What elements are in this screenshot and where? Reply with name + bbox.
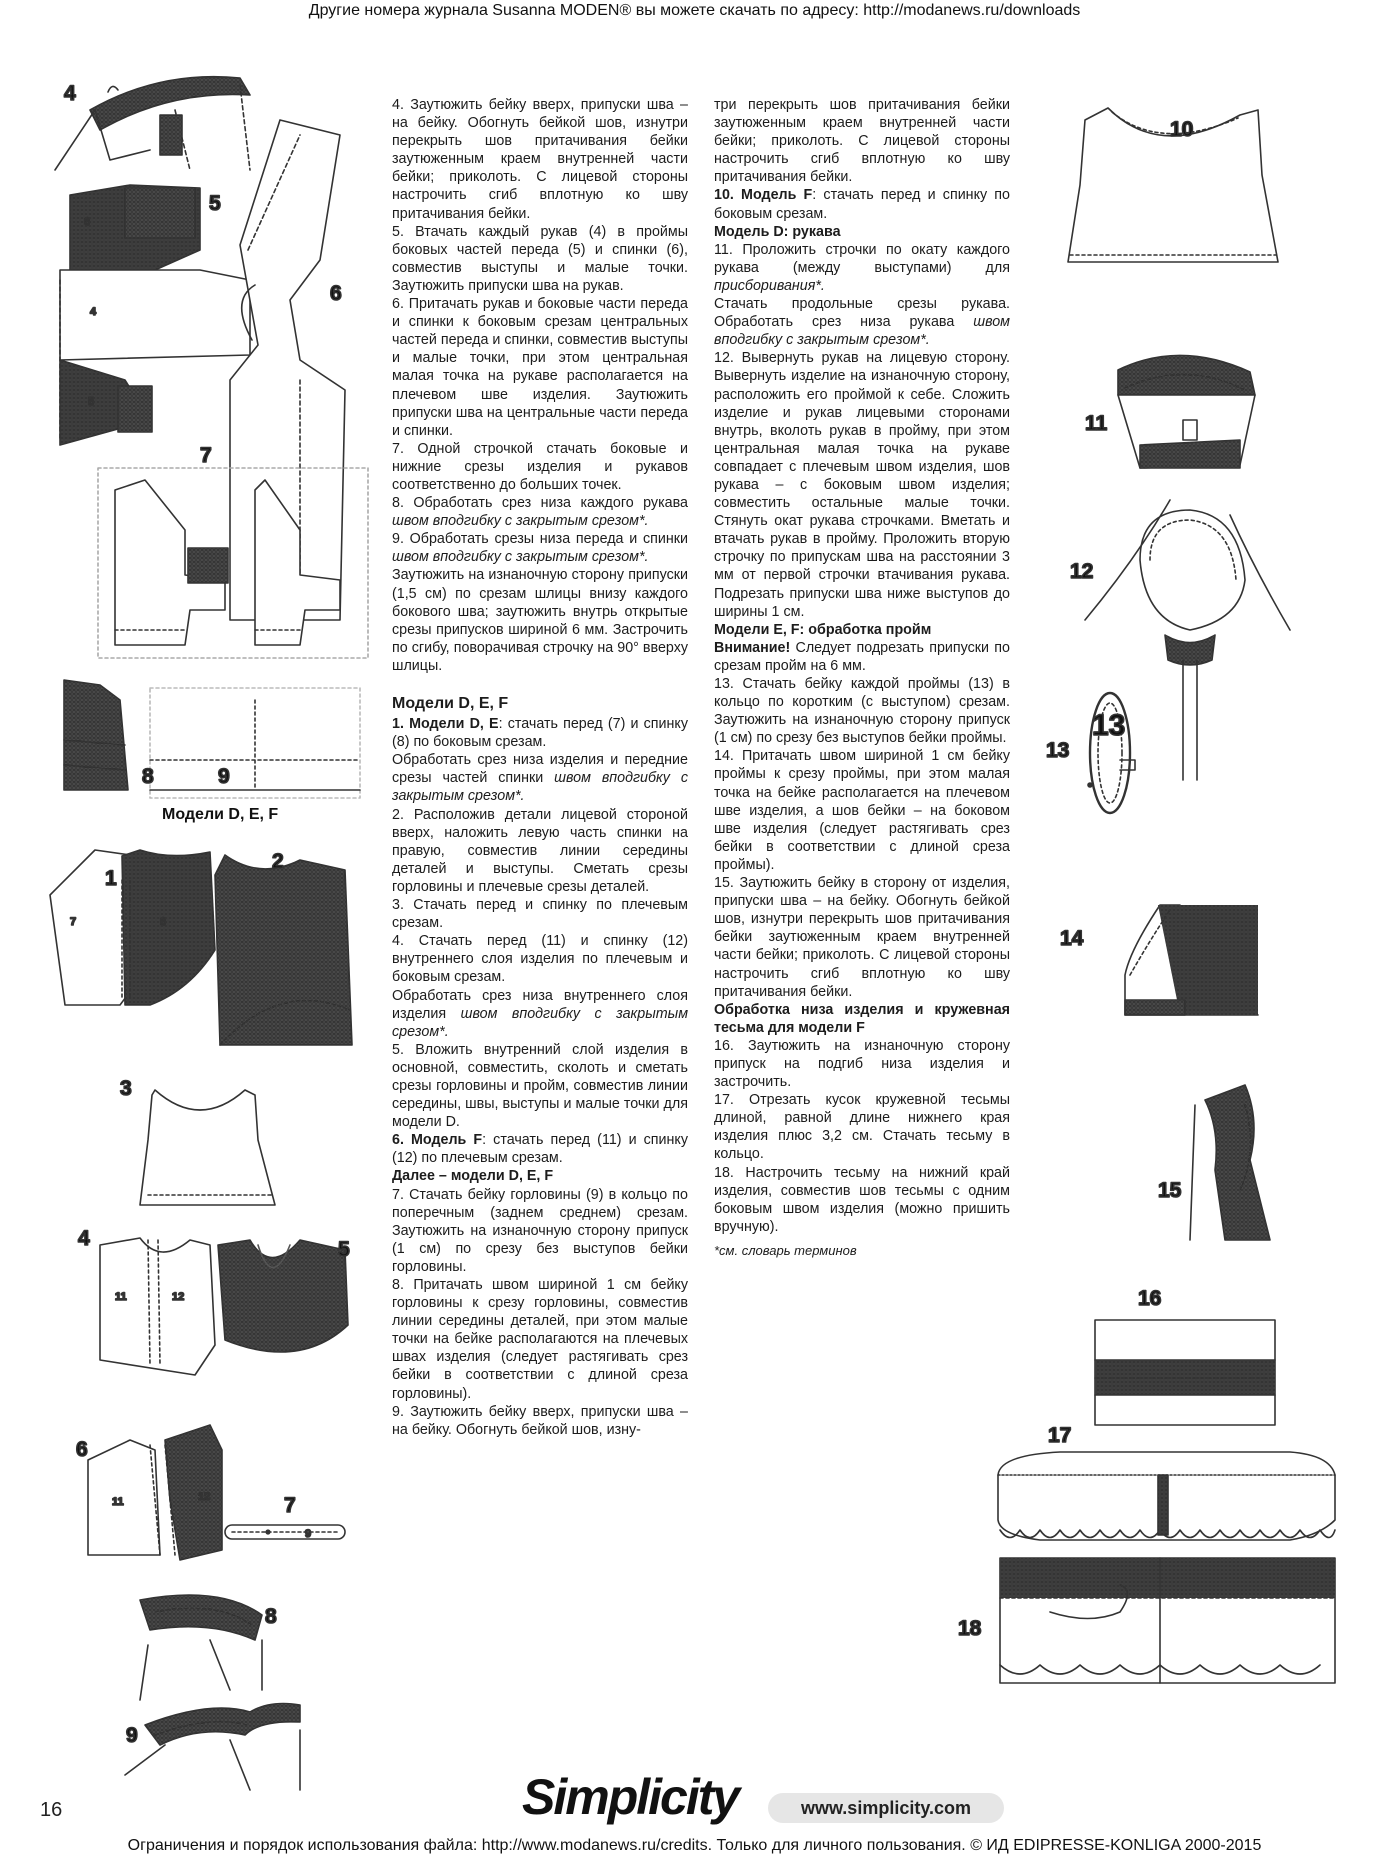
paragraph (392, 494, 688, 530)
term: швом вподгибку с закрытым срезом*. (392, 513, 649, 530)
figure-15-binding-fold (1190, 1085, 1270, 1240)
figure-4-5-inner-insert (100, 1238, 348, 1375)
paragraph (714, 186, 1010, 222)
paragraph: 6. Притачать рукав и боковые части переда и спинки к боковым срезам центральных частей переда и спинки, совместив выступы и малые точки, при этом центральная малая точка на рукаве располагается на плечевом шве изделия. Заутюжить припуски шва на центральные части переда и спинки. (392, 296, 688, 439)
page-number: 16 (40, 1799, 63, 1821)
piece-label: 12 (198, 1491, 211, 1503)
section-heading: Модели E, F: обработка пройм (714, 621, 932, 638)
figure-label: 3 (120, 1077, 132, 1100)
figure-5-6-sleeve (60, 120, 345, 620)
figure-label: 9 (218, 765, 230, 788)
paragraph (714, 639, 1010, 675)
bottom-banner: Ограничения и порядок использования файла: http://www.modanews.ru/credits. Только для личного пользования. © ИД EDIPRESSE-KONLIGA 2000-2015 (127, 1837, 1262, 1854)
figure-3-inner-layer (140, 1090, 275, 1205)
piece-label: 12 (172, 1291, 185, 1303)
figure-label: 8 (142, 765, 154, 788)
section-heading: Далее – модели D, E, F (392, 1168, 554, 1185)
piece-label: 9 (305, 1528, 312, 1540)
section-heading: Модели D, E, F (392, 695, 509, 712)
paragraph: 4. Заутюжить бейку вверх, припуски шва – на бейку. Обогнуть бейкой шов, изнутри перекрыть шов притачивания бейки заутюженным краем внутренней части бейки; приколоть. С лицевой стороны настрочить сгиб вплотную ко шву притачивания бейки. (392, 97, 688, 222)
paragraph: 13. Стачать бейку каждой проймы (13) в кольцо по коротким (с выступом) срезам. Заутюжить на изнаночную сторону припуск (1 см) по срезу без выступов бейки проймы. (714, 676, 1010, 747)
paragraph (392, 751, 688, 805)
figure-label: 12 (1070, 560, 1094, 583)
piece-label: 7 (70, 916, 77, 928)
paragraph: 7. Стачать бейку горловины (9) в кольцо по поперечным (заднем среднем) срезам. Заутюжить на изнаночную сторону припуск (1 см) по срезу без выступов бейки горловины. (392, 1186, 688, 1275)
piece-label: 13 (1092, 709, 1126, 742)
figure-14-armhole-attach (1125, 905, 1258, 1015)
piece-label: 4 (90, 306, 97, 318)
figure-label: 6 (76, 1438, 88, 1461)
figure-11-sleeve (1118, 355, 1255, 468)
paragraph: 8. Притачать швом шириной 1 см бейку горловины к срезу горловины, совместив линии середины деталей, при этом малые точки на бейке располагаются на плечевых швах изделия (следует растягивать срез бейки в соответствии с длиной среза горловины). (392, 1277, 688, 1402)
figure-9-binding-finished (125, 1704, 300, 1790)
paragraph: три перекрыть шов притачивания бейки заутюженным краем внутренней части бейки; приколоть. С лицевой стороны настрочить сгиб вплотную ко шву притачивания бейки. (714, 97, 1010, 186)
figure-label: 10 (1170, 118, 1194, 141)
figure-label: 4 (78, 1227, 90, 1250)
paragraph: 9. Заутюжить бейку вверх, припуски шва – на бейку. Обогнуть бейкой шов, изну- (392, 1403, 688, 1438)
text: Обработать срез низа внутреннего слоя изделия (392, 987, 688, 1022)
paragraph (392, 987, 688, 1041)
paragraph: 12. Вывернуть рукав на лицевую сторону. Вывернуть изделие на изнаночную сторону, расположить его проймой к себе. Сложить изделие и рукав лицевыми сторонами внутрь, вколоть рукав в пройму, при этом центральная малая точка на рукаве совпадает с плечевым швом изделия, шов рукава – с боковым швом изделия; совместить остальные малые точки. Стянуть окат рукава строчками. Вметать и втачать рукав в пройму. Проложить вторую строчку по припускам шва на расстоянии 3 мм от первой строчки втачивания рукава. Подрезать припуски шва ниже выступов до ширины 1 см. (714, 350, 1010, 620)
paragraph: 18. Настрочить тесьму на нижний край изделия, совместив шов тесьмы с одним боковым швом изделия (можно пришить вручную). (714, 1164, 1010, 1235)
paragraph (392, 715, 688, 751)
text: : стачать перед (11) и спинку (12) по плечевым срезам. (392, 1132, 688, 1167)
text: 8. Обработать срез низа каждого рукава (392, 495, 688, 512)
figure-16-hem (1095, 1320, 1275, 1425)
paragraph: 16. Заутюжить на изнаночную сторону припуск на подгиб низа изделия и застрочить. (714, 1037, 1010, 1091)
paragraph: Заутюжить на изнаночную сторону припуски (1,5 см) по срезам шлицы внизу каждого бокового шва; заутюжить внутрь открытые срезы припусков шириной 6 мм. Застрочить по сгибу, поворачивая строчку на 90° вверху шлицы. (392, 567, 688, 674)
model-label: 6. Модель F (392, 1132, 483, 1149)
figure-label: 17 (1048, 1424, 1072, 1447)
piece-label: 11 (115, 1291, 127, 1303)
piece-label: 5 (88, 396, 95, 408)
text: Обработать срез низа изделия и передние срезы частей спинки (392, 752, 688, 787)
paragraph (392, 1131, 688, 1167)
term: присборивания*. (714, 277, 825, 294)
model-label: 10. Модель F (714, 187, 813, 204)
figure-label: 16 (1138, 1287, 1162, 1310)
figure-8-neck-binding (140, 1595, 262, 1700)
text: Стачать продольные срезы рукава. Обработать срез низа рукава (714, 296, 1010, 331)
piece-label: 11 (112, 1496, 124, 1508)
figure-label: 18 (958, 1617, 982, 1640)
figure-label: 6 (330, 282, 342, 305)
term: швом вподгибку с закрытым срезом*. (392, 770, 688, 805)
figure-label: 1 (105, 867, 117, 890)
paragraph: 5. Вложить внутренний слой изделия в основной, совместить, сколоть и сметать срезы горловины и пройм, совместив линии середины, швы, выступы и малые точки для модели D. (392, 1041, 688, 1131)
figure-17-lace-ring (998, 1452, 1335, 1540)
figure-4-binding (55, 77, 250, 170)
term: швом вподгибку с закрытым срезом*. (392, 549, 649, 566)
paragraph: 14. Притачать швом шириной 1 см бейку проймы к срезу проймы, при этом малая точка на бейке располагается на плечевом шве изделия, а шов бейки – на боковом шве изделия (следует растягивать срез бейки в соответствии с длиной среза проймы). (714, 748, 1010, 873)
piece-label: 8 (160, 916, 167, 928)
figure-label: 5 (338, 1238, 350, 1261)
term: швом вподгибку с закрытым срезом*. (714, 314, 1010, 349)
paragraph: 2. Расположив детали лицевой стороной вверх, наложить левую часть спинки на правую, совместив линии середины деталей и выступы. Сметать срезы горловины и плечевые срезы деталей. (392, 806, 688, 895)
simplicity-logo: Simplicity (522, 1769, 739, 1825)
figure-label: 7 (284, 1494, 296, 1517)
term: швом вподгибку с закрытым срезом*. (392, 1005, 688, 1040)
paragraph: 5. Втачать каждый рукав (4) в проймы боковых частей переда (5) и спинки (6), совместив выступы и малые точки. Заутюжить припуски шва на рукав. (392, 223, 688, 294)
text: 9. Обработать срезы низа переда и спинки (392, 531, 688, 548)
figure-label: 13 (1046, 739, 1070, 762)
figure-label: 8 (265, 1605, 277, 1628)
text: : стачать перед и спинку по боковым срезам. (714, 187, 1010, 222)
figure-label: 11 (1085, 412, 1108, 435)
text: 11. Проложить строчки по окату каждого рукава (между выступами) для (714, 241, 1010, 276)
footnote: *см. словарь терминов (714, 1242, 857, 1258)
figure-caption-models: Модели D, E, F (162, 806, 279, 823)
paragraph (714, 295, 1010, 349)
figure-label: 9 (126, 1724, 138, 1747)
figure-2-wrap-back (215, 855, 352, 1045)
figure-label: 5 (209, 192, 221, 215)
figure-label: 14 (1060, 927, 1084, 950)
figure-8-9-vents (64, 680, 360, 798)
figure-label: 2 (272, 850, 284, 873)
instructions-column-2 (714, 96, 1010, 1260)
paragraph: 3. Стачать перед и спинку по плечевым срезам. (392, 897, 688, 932)
instructions-column-1 (392, 96, 688, 1439)
paragraph (714, 241, 1010, 295)
top-banner: Другие номера журнала Susanna MODEN® вы можете скачать по адресу: http://modanews.ru/downloads (308, 2, 1081, 19)
website-link[interactable]: www.simplicity.com (768, 1793, 1004, 1823)
section-heading: Обработка низа изделия и кружевная тесьма для модели F (714, 1001, 1010, 1036)
model-label: 1. Модели D, E (392, 716, 499, 733)
warning-label: Внимание! (714, 639, 791, 656)
figure-label: 7 (200, 444, 212, 467)
paragraph (392, 530, 688, 566)
text: Следует подрезать припуски по срезам пройм на 6 мм. (714, 639, 1010, 674)
figure-18-lace-attach (1000, 1558, 1335, 1683)
figure-7-binding-ring (225, 1525, 345, 1539)
text: : стачать перед (7) и спинку (8) по боковым срезам. (392, 716, 688, 751)
figure-label: 4 (64, 82, 76, 105)
paragraph: 17. Отрезать кусок кружевной тесьмы длиной, равной длине нижнего края изделия плюс 3,2 см. Стачать тесьму в кольцо. (714, 1092, 1010, 1163)
paragraph: 7. Одной строчкой стачать боковые и нижние срезы изделия и рукавов соответственно до больших точек. (392, 440, 688, 493)
section-heading: Модель D: рукава (714, 223, 841, 240)
piece-label: 6 (84, 216, 91, 228)
paragraph: 15. Заутюжить бейку в сторону от изделия, припуски шва – на бейку. Обогнуть бейкой шов, изнутри перекрыть шов притачивания бейки заутюженным краем внутренней части бейки; приколоть. С лицевой стороны настрочить сгиб вплотную ко шву притачивания бейки. (714, 875, 1010, 1000)
figure-label: 15 (1158, 1179, 1182, 1202)
paragraph: 4. Стачать перед (11) и спинку (12) внутреннего слоя изделия по плечевым и боковым срезам. (392, 933, 688, 986)
